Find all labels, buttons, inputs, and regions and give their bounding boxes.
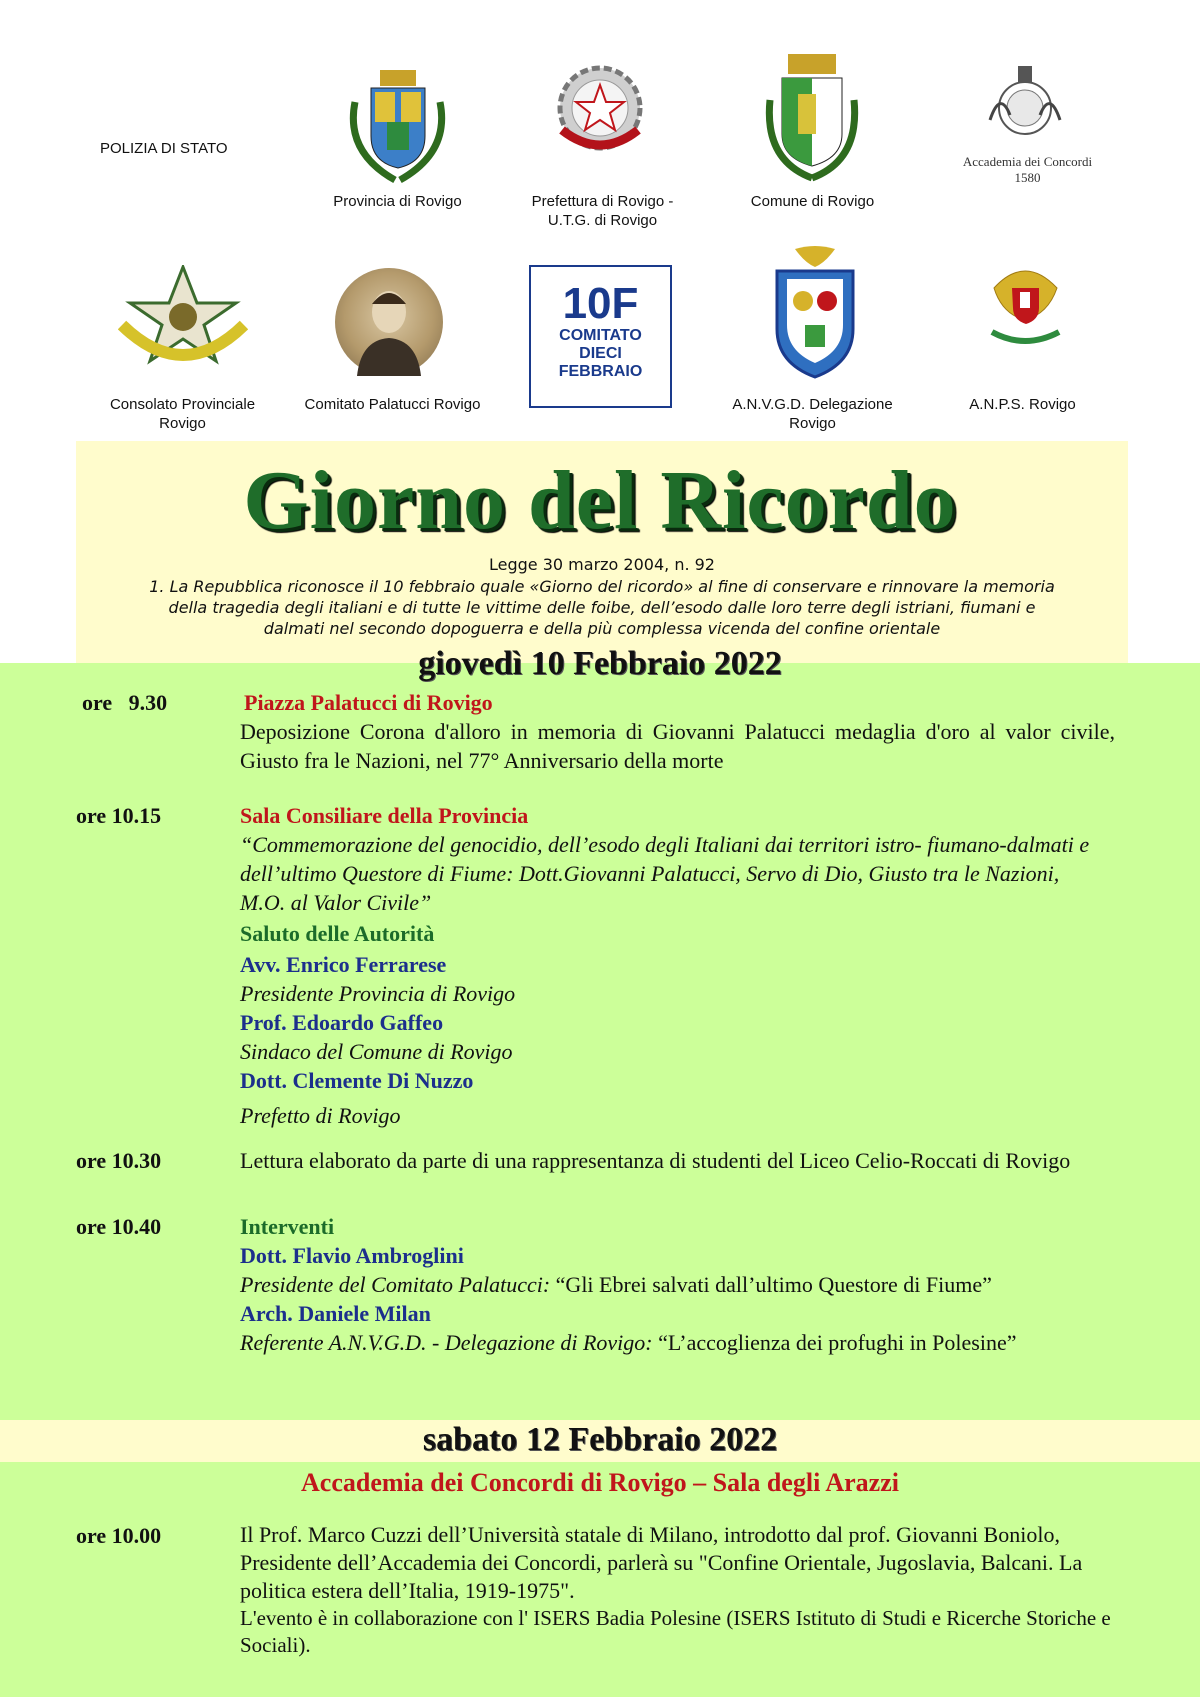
accademia-year: 1580 bbox=[1014, 170, 1041, 185]
e2-time: ore 10.15 bbox=[76, 803, 162, 828]
e2-saluto: Saluto delle Autorità bbox=[240, 921, 435, 946]
prefettura-label-line1: Prefettura di Rovigo - bbox=[531, 193, 674, 210]
e2-p2-role: Sindaco del Comune di Rovigo bbox=[240, 1039, 513, 1064]
anvgd-label-line2: Rovigo bbox=[789, 415, 836, 432]
day2-note: L'evento è in collaborazione con l' ISERS Badia Polesine (ISERS Istituto di Studi e Ricerche Storiche e Sociali). bbox=[240, 1606, 1111, 1657]
palatucci-portrait-image bbox=[335, 268, 443, 376]
comitato-logo-line3: DIECI bbox=[579, 345, 622, 362]
e2-quote: “Commemorazione del genocidio, dell’esodo degli Italiani dai territori istro- fiumano-dalmati e dell’ultimo Questore di Fiume: Dott.Giovanni Palatucci, Servo di Dio, Giusto tra le Nazioni, M.O. al Valor Civile” bbox=[240, 832, 1090, 915]
e2-p3-name: Dott. Clemente Di Nuzzo bbox=[240, 1068, 474, 1093]
e2-p2-name: Prof. Edoardo Gaffeo bbox=[240, 1010, 444, 1035]
anvgd-label bbox=[720, 395, 905, 433]
provincia-crest-icon bbox=[345, 62, 450, 184]
anvgd-crest-icon bbox=[765, 245, 865, 380]
e3-desc: Lettura elaborato da parte di una rappresentanza di studenti del Liceo Celio-Roccati di Rovigo bbox=[240, 1148, 1071, 1173]
comitato-logo-10f: 10F bbox=[562, 279, 639, 328]
comune-crest-icon bbox=[762, 50, 862, 182]
e4-content bbox=[240, 1212, 1070, 1357]
consolato-label-line2: Rovigo bbox=[159, 415, 206, 432]
day2-content bbox=[240, 1521, 1120, 1659]
page-title: Giorno del Ricordo bbox=[243, 454, 957, 547]
e1-time: ore 9.30 bbox=[82, 690, 168, 715]
e4-s1-name: Dott. Flavio Ambroglini bbox=[240, 1243, 464, 1268]
day2-desc: Il Prof. Marco Cuzzi dell’Università statale di Milano, introdotto dal prof. Giovanni Boniolo, Presidente dell’Accademia dei Concordi, parlerà su "Confine Orientale, Jugoslavia, Balcani. La politica estera dell’Italia, 1919-1975". bbox=[240, 1522, 1083, 1603]
e4-s1-role: Presidente del Comitato Palatucci: bbox=[240, 1272, 551, 1297]
day2-time: ore 10.00 bbox=[76, 1523, 162, 1548]
e1-desc: Deposizione Corona d'alloro in memoria di Giovanni Palatucci medaglia d'oro al valor civile, Giusto fra le Nazioni, nel 77° Anniversario della morte bbox=[240, 719, 1115, 773]
e4-label: Interventi bbox=[240, 1214, 335, 1239]
day1-date: giovedì 10 Febbraio 2022 bbox=[418, 645, 782, 682]
anvgd-label-line1: A.N.V.G.D. Delegazione bbox=[732, 396, 893, 413]
polizia-label: POLIZIA DI STATO bbox=[100, 140, 228, 157]
accademia-label bbox=[945, 154, 1110, 186]
e4-s1-line bbox=[240, 1270, 1070, 1299]
law-article-line3: dalmati nel secondo dopoguerra e della più complessa vicenda del confine orientale bbox=[263, 619, 941, 638]
prefettura-label bbox=[510, 192, 695, 230]
e1-place: Piazza Palatucci di Rovigo bbox=[244, 690, 493, 715]
e2-p1-name: Avv. Enrico Ferrarese bbox=[240, 952, 447, 977]
day2-place: Accademia dei Concordi di Rovigo – Sala degli Arazzi bbox=[301, 1468, 899, 1497]
law-article bbox=[76, 576, 1128, 639]
accademia-emblem-icon bbox=[980, 60, 1070, 150]
anps-label: A.N.P.S. Rovigo bbox=[969, 396, 1076, 413]
e2-p3-role: Prefetto di Rovigo bbox=[240, 1103, 401, 1128]
e2-place: Sala Consiliare della Provincia bbox=[240, 803, 529, 828]
merito-lavoro-star-icon bbox=[118, 265, 248, 370]
comitato-logo-line2: COMITATO bbox=[559, 327, 642, 344]
law-article-line2: della tragedia degli italiani e di tutte le vittime delle foibe, dell’esodo dalle loro terre degli istriani, fiumani e bbox=[168, 598, 1036, 617]
e2-content bbox=[240, 801, 1090, 1130]
e3-time: ore 10.30 bbox=[76, 1148, 162, 1173]
prefettura-label-line2: U.T.G. di Rovigo bbox=[547, 212, 658, 229]
law-reference: Legge 30 marzo 2004, n. 92 bbox=[489, 555, 715, 574]
comitato-dieci-febbraio-logo bbox=[529, 265, 672, 408]
e2-p1-role: Presidente Provincia di Rovigo bbox=[240, 981, 516, 1006]
e4-time: ore 10.40 bbox=[76, 1214, 162, 1239]
e1-content bbox=[240, 688, 1115, 775]
e4-s2-role: Referente A.N.V.G.D. - Delegazione di Rovigo: bbox=[240, 1330, 653, 1355]
comitato-logo-line4: FEBBRAIO bbox=[558, 363, 643, 380]
palatucci-label: Comitato Palatucci Rovigo bbox=[304, 396, 481, 413]
anps-eagle-icon bbox=[988, 258, 1063, 353]
e4-s1-talk: “Gli Ebrei salvati dall’ultimo Questore di Fiume” bbox=[550, 1272, 992, 1297]
day2-date: sabato 12 Febbraio 2022 bbox=[422, 1421, 778, 1458]
e4-s2-line bbox=[240, 1328, 1055, 1357]
e4-s2-talk: “L’accoglienza dei profughi in Polesine” bbox=[652, 1330, 1017, 1355]
e4-s2-name: Arch. Daniele Milan bbox=[240, 1301, 431, 1326]
provincia-label: Provincia di Rovigo bbox=[333, 193, 462, 210]
law-article-line1: 1. La Repubblica riconosce il 10 febbraio quale «Giorno del ricordo» al fine di conservare e rinnovare la memoria bbox=[149, 577, 1055, 596]
comune-label: Comune di Rovigo bbox=[750, 193, 875, 210]
accademia-name: Accademia dei Concordi bbox=[962, 154, 1093, 169]
consolato-label-line1: Consolato Provinciale bbox=[109, 396, 256, 413]
consolato-label bbox=[95, 395, 270, 433]
republic-emblem-icon bbox=[550, 60, 650, 160]
